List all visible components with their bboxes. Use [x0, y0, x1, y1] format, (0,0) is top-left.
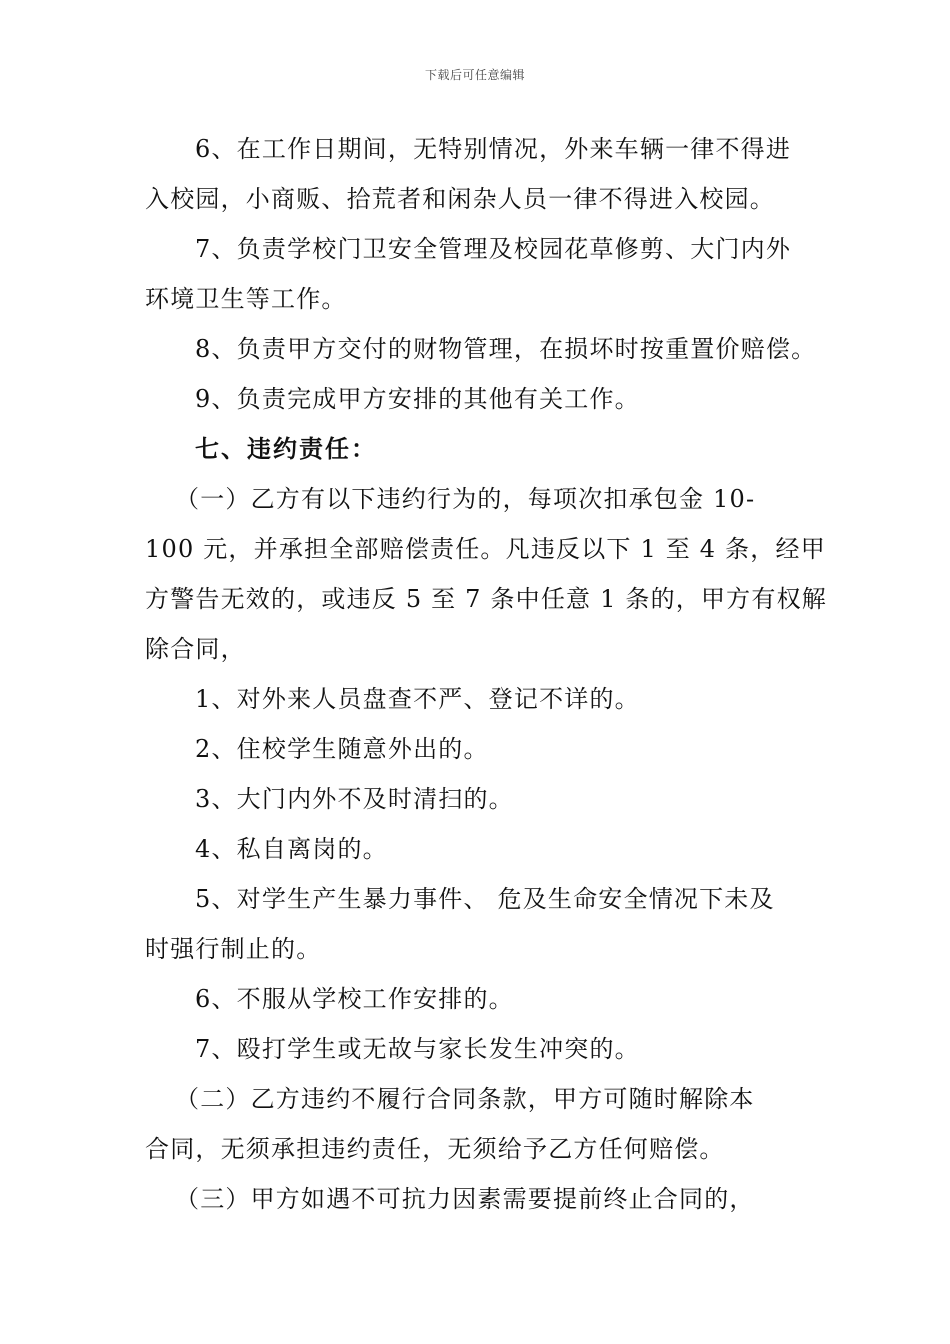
text-line: （二）乙方违约不履行合同条款，甲方可随时解除本 [175, 1085, 755, 1113]
text-line: （三）甲方如遇不可抗力因素需要提前终止合同的， [175, 1185, 755, 1213]
text-line: 环境卫生等工作。 [145, 285, 347, 313]
text-line: 方警告无效的，或违反 5 至 7 条中任意 1 条的，甲方有权解 [145, 585, 827, 613]
text-line: 合同，无须承担违约责任，无须给予乙方任何赔偿。 [145, 1135, 725, 1163]
list-item: 5、对学生产生暴力事件、 危及生命安全情况下未及 [195, 885, 775, 913]
text-line: 时强行制止的。 [145, 935, 322, 963]
list-item: 1、对外来人员盘查不严、登记不详的。 [195, 685, 640, 713]
list-item: 7、殴打学生或无故与家长发生冲突的。 [195, 1035, 640, 1063]
text-line: 入校园，小商贩、拾荒者和闲杂人员一律不得进入校园。 [145, 185, 775, 213]
text-line: 除合同， [145, 635, 246, 663]
text-line: 7、负责学校门卫安全管理及校园花草修剪、大门内外 [195, 235, 792, 263]
text-line: 6、在工作日期间，无特别情况，外来车辆一律不得进 [195, 135, 792, 163]
text-line: 9、负责完成甲方安排的其他有关工作。 [195, 385, 640, 413]
text-line: 100 元，并承担全部赔偿责任。凡违反以下 1 至 4 条，经甲 [145, 535, 826, 563]
text-line: （一）乙方有以下违约行为的，每项次扣承包金 10- [175, 485, 756, 513]
section-heading: 七、违约责任： [195, 434, 377, 463]
page-header: 下载后可任意编辑 [424, 68, 525, 82]
list-item: 3、大门内外不及时清扫的。 [195, 785, 514, 813]
text-line: 8、负责甲方交付的财物管理，在损坏时按重置价赔偿。 [195, 335, 817, 363]
list-item: 2、住校学生随意外出的。 [195, 735, 489, 763]
list-item: 4、私自离岗的。 [195, 835, 388, 863]
list-item: 6、不服从学校工作安排的。 [195, 985, 514, 1013]
